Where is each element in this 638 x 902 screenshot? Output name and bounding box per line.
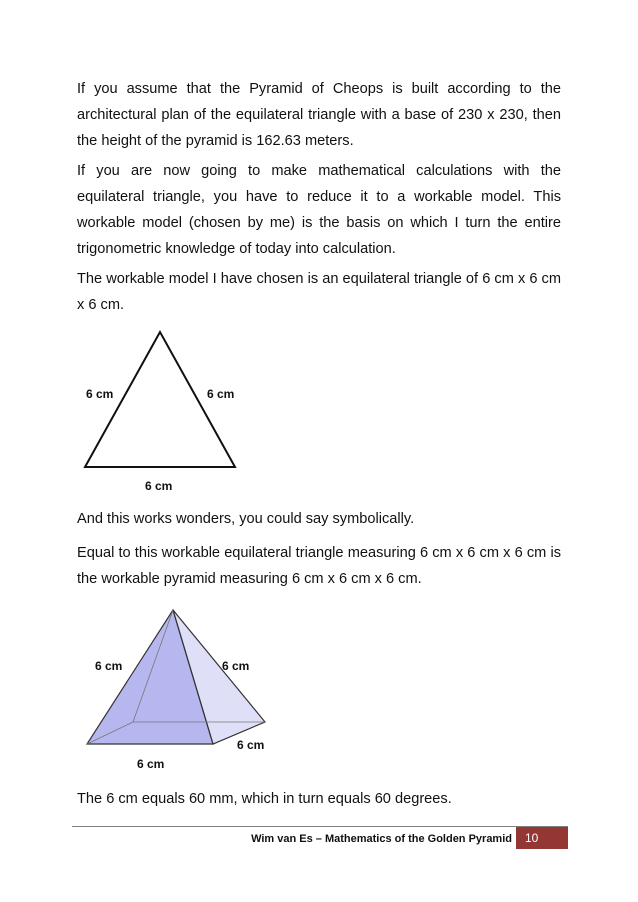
triangle-base-label: 6 cm xyxy=(145,479,173,493)
pyramid-base-label: 6 cm xyxy=(137,757,165,771)
paragraph-5: Equal to this workable equilateral triangle measuring 6 cm x 6 cm x 6 cm is the workable pyramid measuring 6 cm x 6 cm x 6 cm. xyxy=(77,545,561,587)
equilateral-triangle-figure xyxy=(70,322,270,497)
paragraph-4: And this works wonders, you could say symbolically. xyxy=(77,511,415,527)
pyramid-right-label: 6 cm xyxy=(222,659,250,673)
paragraph-1: If you assume that the Pyramid of Cheops is built according to the architectural plan of the equilateral triangle with a base of 230 x 230, then the height of the pyramid is 162.63 meters. xyxy=(77,81,561,149)
pyramid-figure xyxy=(75,600,285,775)
paragraph-6: The 6 cm equals 60 mm, which in turn equals 60 degrees. xyxy=(77,791,452,807)
paragraph-2: If you are now going to make mathematical calculations with the equilateral triangle, you have to reduce it to a workable model. This workable model (chosen by me) is the basis on which I turn the entire trigonometric knowledge of today into calculation. xyxy=(77,163,561,257)
page-number-badge: 10 xyxy=(516,827,568,849)
footer-divider xyxy=(72,826,568,827)
paragraph-3: The workable model I have chosen is an equilateral triangle of 6 cm x 6 cm x 6 cm. xyxy=(77,271,561,313)
footer-title: Wim van Es – Mathematics of the Golden Pyramid xyxy=(251,833,512,845)
triangle-left-label: 6 cm xyxy=(86,387,114,401)
pyramid-side-label: 6 cm xyxy=(237,738,265,752)
pyramid-left-label: 6 cm xyxy=(95,659,123,673)
triangle-right-label: 6 cm xyxy=(207,387,235,401)
